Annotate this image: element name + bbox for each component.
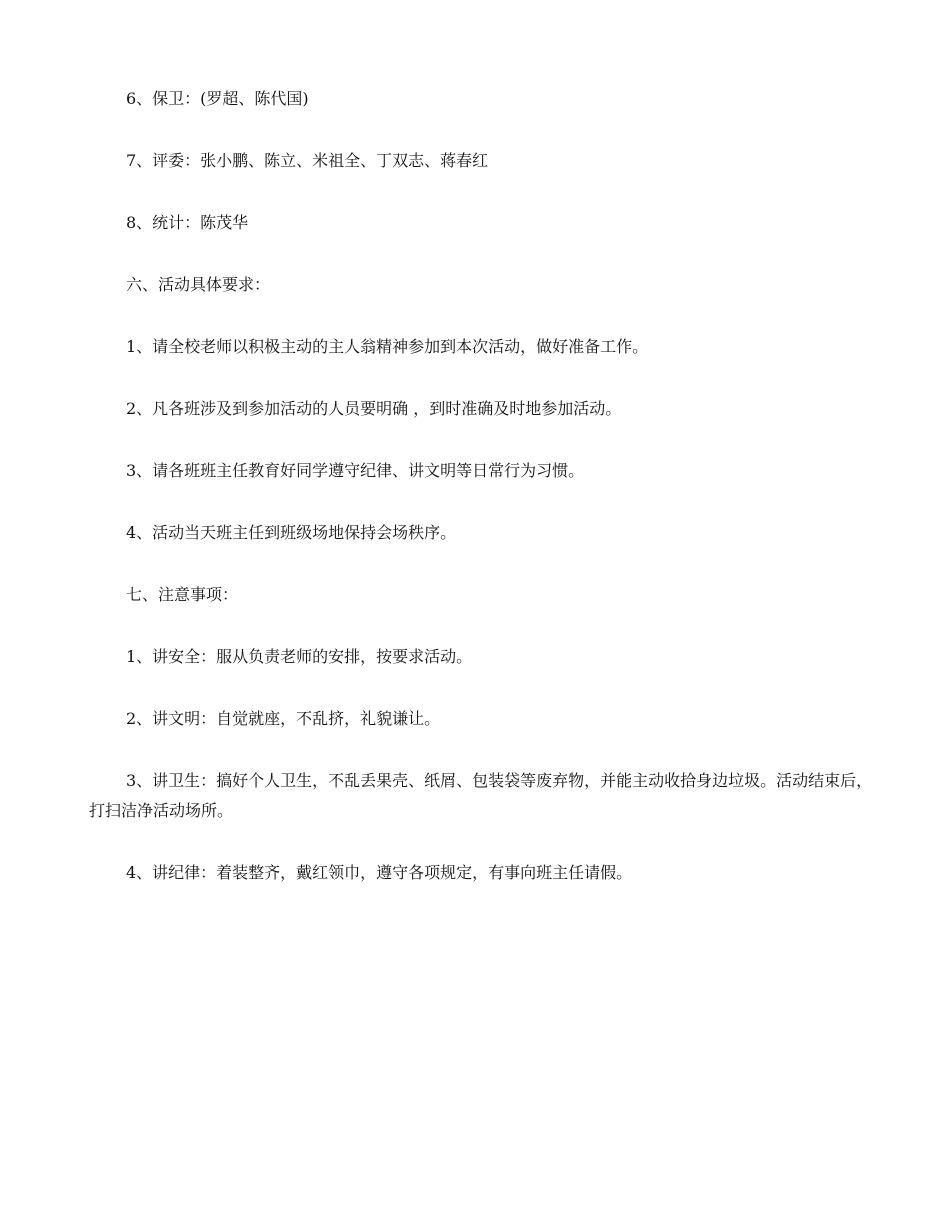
note-item-safety: 1、讲安全：服从负责老师的安排，按要求活动。 — [126, 647, 473, 666]
note-item-discipline: 4、讲纪律：着装整齐，戴红领巾，遵守各项规定，有事向班主任请假。 — [126, 863, 633, 882]
note-item-civility: 2、讲文明：自觉就座，不乱挤，礼貌谦让。 — [126, 709, 441, 728]
requirement-item-2: 2、凡各班涉及到参加活动的人员要明确 ，到时准确及时地参加活动。 — [126, 399, 622, 418]
section-heading-notes: 七、注意事项： — [126, 585, 239, 604]
paragraph-security: 6、保卫：(罗超、陈代国) — [126, 89, 309, 108]
paragraph-statistics: 8、统计：陈茂华 — [126, 213, 249, 232]
paragraph-judges: 7、评委：张小鹏、陈立、米祖全、丁双志、蒋春红 — [126, 151, 489, 170]
requirement-item-4: 4、活动当天班主任到班级场地保持会场秩序。 — [126, 523, 457, 542]
requirement-item-1: 1、请全校老师以积极主动的主人翁精神参加到本次活动，做好准备工作。 — [126, 337, 649, 356]
document-body — [89, 84, 881, 920]
section-heading-requirements: 六、活动具体要求： — [126, 275, 271, 294]
note-item-hygiene: 3、讲卫生：搞好个人卫生，不乱丢果壳、纸屑、包装袋等废弃物，并能主动收拾身边垃圾。活动结束后，打扫洁净活动场所。 — [89, 771, 873, 820]
requirement-item-3: 3、请各班班主任教育好同学遵守纪律、讲文明等日常行为习惯。 — [126, 461, 585, 480]
